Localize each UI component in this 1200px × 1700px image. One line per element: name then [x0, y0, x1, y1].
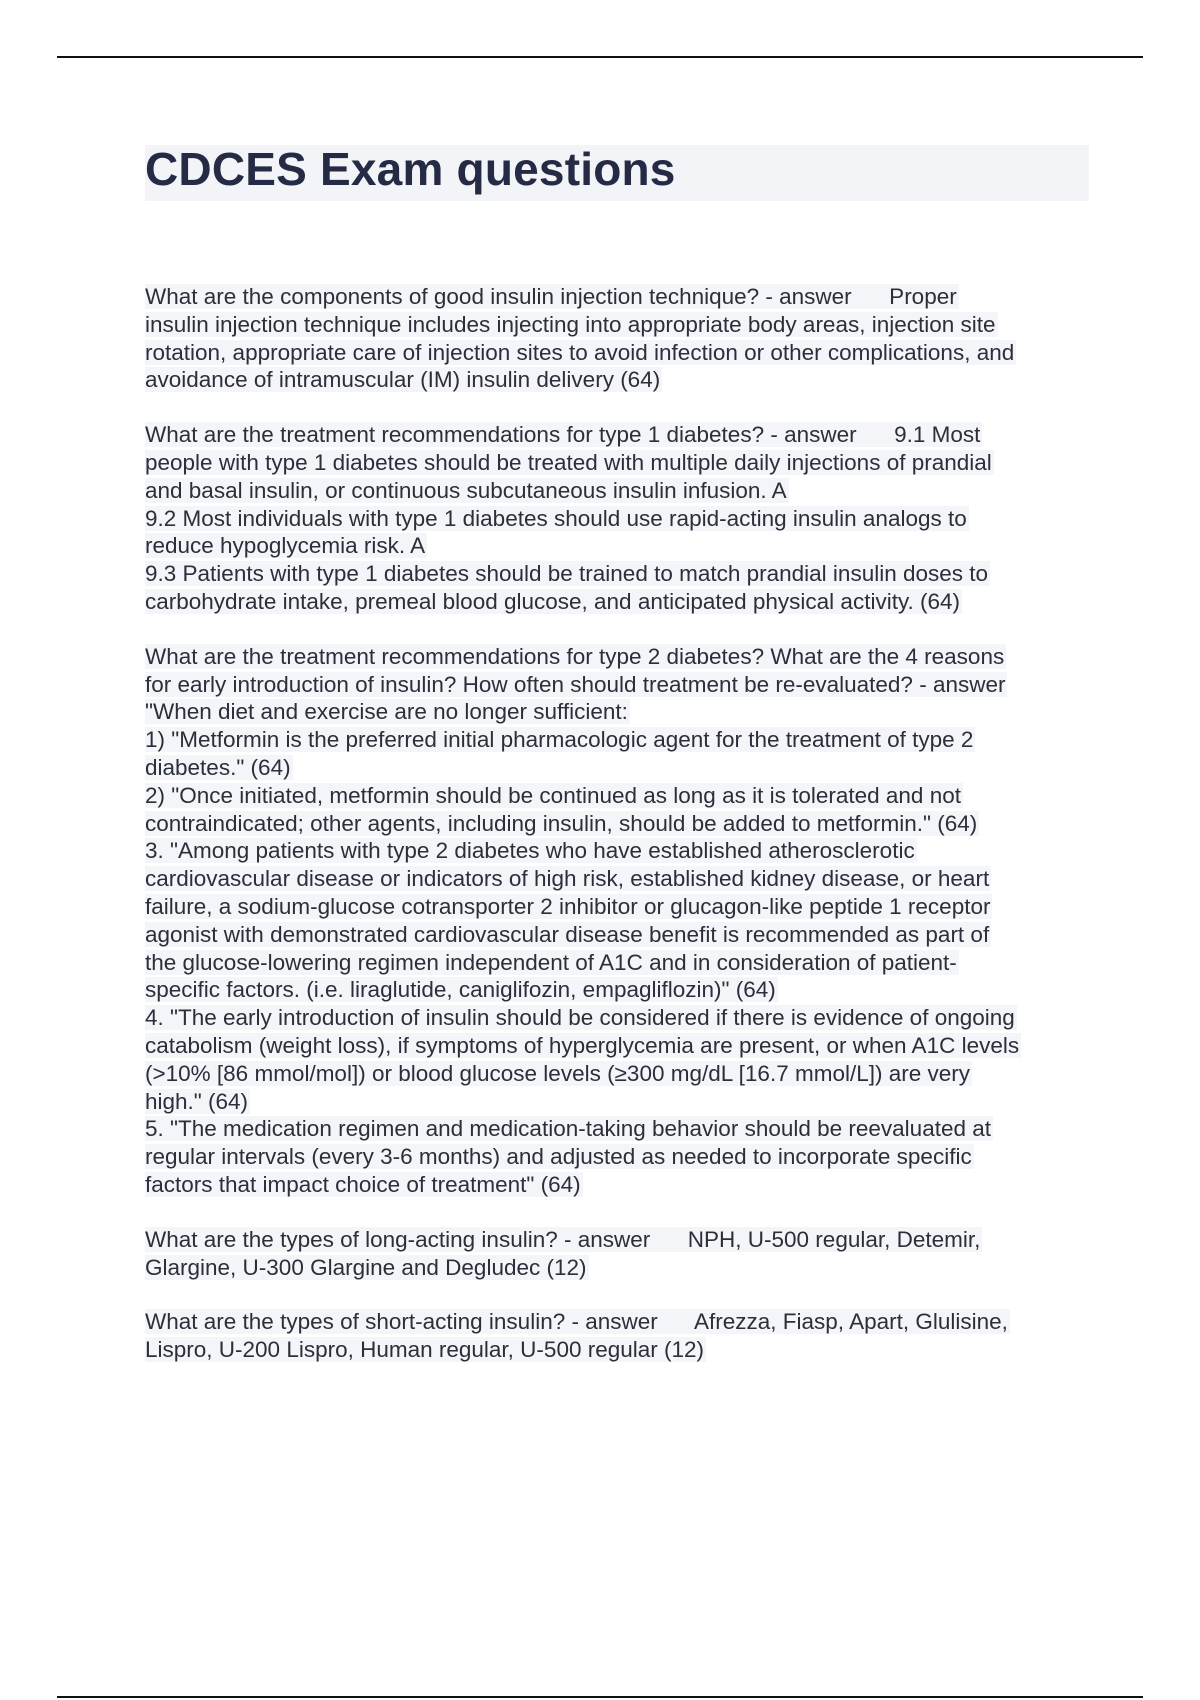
text-line	[145, 810, 1095, 838]
qa-block	[145, 421, 1095, 616]
text-line	[145, 1308, 1095, 1336]
text-line-content: avoidance of intramuscular (IM) insulin delivery (64)	[145, 367, 661, 393]
text-line-content: and basal insulin, or continuous subcutaneous insulin infusion. A	[145, 477, 787, 503]
text-line-content: catabolism (weight loss), if symptoms of hyperglycemia are present, or when A1C levels	[145, 1032, 1020, 1058]
text-line	[145, 283, 1095, 311]
text-line-content: contraindicated; other agents, including insulin, should be added to metformin." (64)	[145, 810, 978, 836]
text-line-content: 9.2 Most individuals with type 1 diabetes should use rapid-acting insulin analogs to	[145, 505, 967, 531]
text-line	[145, 477, 1095, 505]
text-line	[145, 949, 1095, 977]
text-line-content: What are the types of short-acting insulin? - answer Afrezza, Fiasp, Apart, Glulisine,	[145, 1309, 1008, 1335]
text-line-content: rotation, appropriate care of injection sites to avoid infection or other complications, and	[145, 339, 1015, 365]
bottom-rule	[57, 1696, 1143, 1698]
text-line	[145, 1143, 1095, 1171]
qa-block	[145, 643, 1095, 1199]
qa-block	[145, 1308, 1095, 1364]
text-line-content: What are the treatment recommendations for type 1 diabetes? - answer 9.1 Most	[145, 422, 981, 448]
text-line-content: diabetes." (64)	[145, 754, 291, 780]
text-line	[145, 754, 1095, 782]
qa-block	[145, 1226, 1095, 1282]
text-line	[145, 588, 1095, 616]
text-line	[145, 837, 1095, 865]
text-line-content: high." (64)	[145, 1088, 249, 1114]
top-rule	[57, 56, 1143, 58]
text-line	[145, 643, 1095, 671]
text-line	[145, 560, 1095, 588]
text-line-content: people with type 1 diabetes should be treated with multiple daily injections of prandial	[145, 449, 992, 475]
text-line	[145, 421, 1095, 449]
text-line	[145, 726, 1095, 754]
text-line-content: 5. "The medication regimen and medication-taking behavior should be reevaluated at	[145, 1116, 992, 1142]
text-line	[145, 505, 1095, 533]
document-body	[145, 283, 1095, 1391]
text-line	[145, 1171, 1095, 1199]
text-line-content: cardiovascular disease or indicators of high risk, established kidney disease, or heart	[145, 866, 990, 892]
text-line-content: Glargine, U-300 Glargine and Degludec (12)	[145, 1254, 587, 1280]
text-line	[145, 1254, 1095, 1282]
text-line	[145, 1115, 1095, 1143]
text-line	[145, 532, 1095, 560]
text-line-content: reduce hypoglycemia risk. A	[145, 533, 426, 559]
text-line-content: failure, a sodium-glucose cotransporter 2 inhibitor or glucagon-like peptide 1 receptor	[145, 893, 991, 919]
text-line-content: the glucose-lowering regimen independent of A1C and in consideration of patient-	[145, 949, 957, 975]
text-line	[145, 1226, 1095, 1254]
text-line-content: carbohydrate intake, premeal blood glucose, and anticipated physical activity. (64)	[145, 588, 961, 614]
text-line	[145, 1336, 1095, 1364]
text-line-content: for early introduction of insulin? How often should treatment be re-evaluated? - answer	[145, 671, 1006, 697]
text-line-content: 1) "Metformin is the preferred initial pharmacologic agent for the treatment of type 2	[145, 727, 974, 753]
text-line	[145, 366, 1095, 394]
text-line-content: specific factors. (i.e. liraglutide, caniglifozin, empagliflozin)" (64)	[145, 977, 776, 1003]
text-line-content: 9.3 Patients with type 1 diabetes should be trained to match prandial insulin doses to	[145, 561, 989, 587]
text-line	[145, 311, 1095, 339]
text-line	[145, 893, 1095, 921]
text-line	[145, 1060, 1095, 1088]
text-line-content: insulin injection technique includes injecting into appropriate body areas, injection site	[145, 311, 996, 337]
text-line	[145, 339, 1095, 367]
text-line-content: agonist with demonstrated cardiovascular disease benefit is recommended as part of	[145, 921, 990, 947]
text-line	[145, 782, 1095, 810]
text-line-content: What are the types of long-acting insulin? - answer NPH, U-500 regular, Detemir,	[145, 1226, 981, 1252]
text-line-content: factors that impact choice of treatment" (64)	[145, 1171, 581, 1197]
text-line	[145, 698, 1095, 726]
text-line-content: 2) "Once initiated, metformin should be continued as long as it is tolerated and not	[145, 782, 961, 808]
qa-block	[145, 283, 1095, 394]
text-line-content: (>10% [86 mmol/mol]) or blood glucose levels (≥300 mg/dL [16.7 mmol/L]) are very	[145, 1060, 970, 1086]
text-line	[145, 671, 1095, 699]
text-line-content: regular intervals (every 3-6 months) and adjusted as needed to incorporate specific	[145, 1144, 972, 1170]
text-line-content: "When diet and exercise are no longer sufficient:	[145, 699, 628, 725]
text-line	[145, 865, 1095, 893]
text-line-content: What are the treatment recommendations for type 2 diabetes? What are the 4 reasons	[145, 643, 1005, 669]
text-line-content: Lispro, U-200 Lispro, Human regular, U-500 regular (12)	[145, 1337, 705, 1363]
text-line-content: 3. "Among patients with type 2 diabetes who have established atherosclerotic	[145, 838, 915, 864]
text-line-content: What are the components of good insulin injection technique? - answer Proper	[145, 284, 957, 309]
text-line	[145, 449, 1095, 477]
text-line	[145, 1032, 1095, 1060]
page-title: CDCES Exam questions	[145, 143, 676, 195]
text-line	[145, 1088, 1095, 1116]
text-line	[145, 921, 1095, 949]
text-line	[145, 1004, 1095, 1032]
text-line	[145, 976, 1095, 1004]
text-line-content: 4. "The early introduction of insulin should be considered if there is evidence of ongoing	[145, 1005, 1015, 1031]
